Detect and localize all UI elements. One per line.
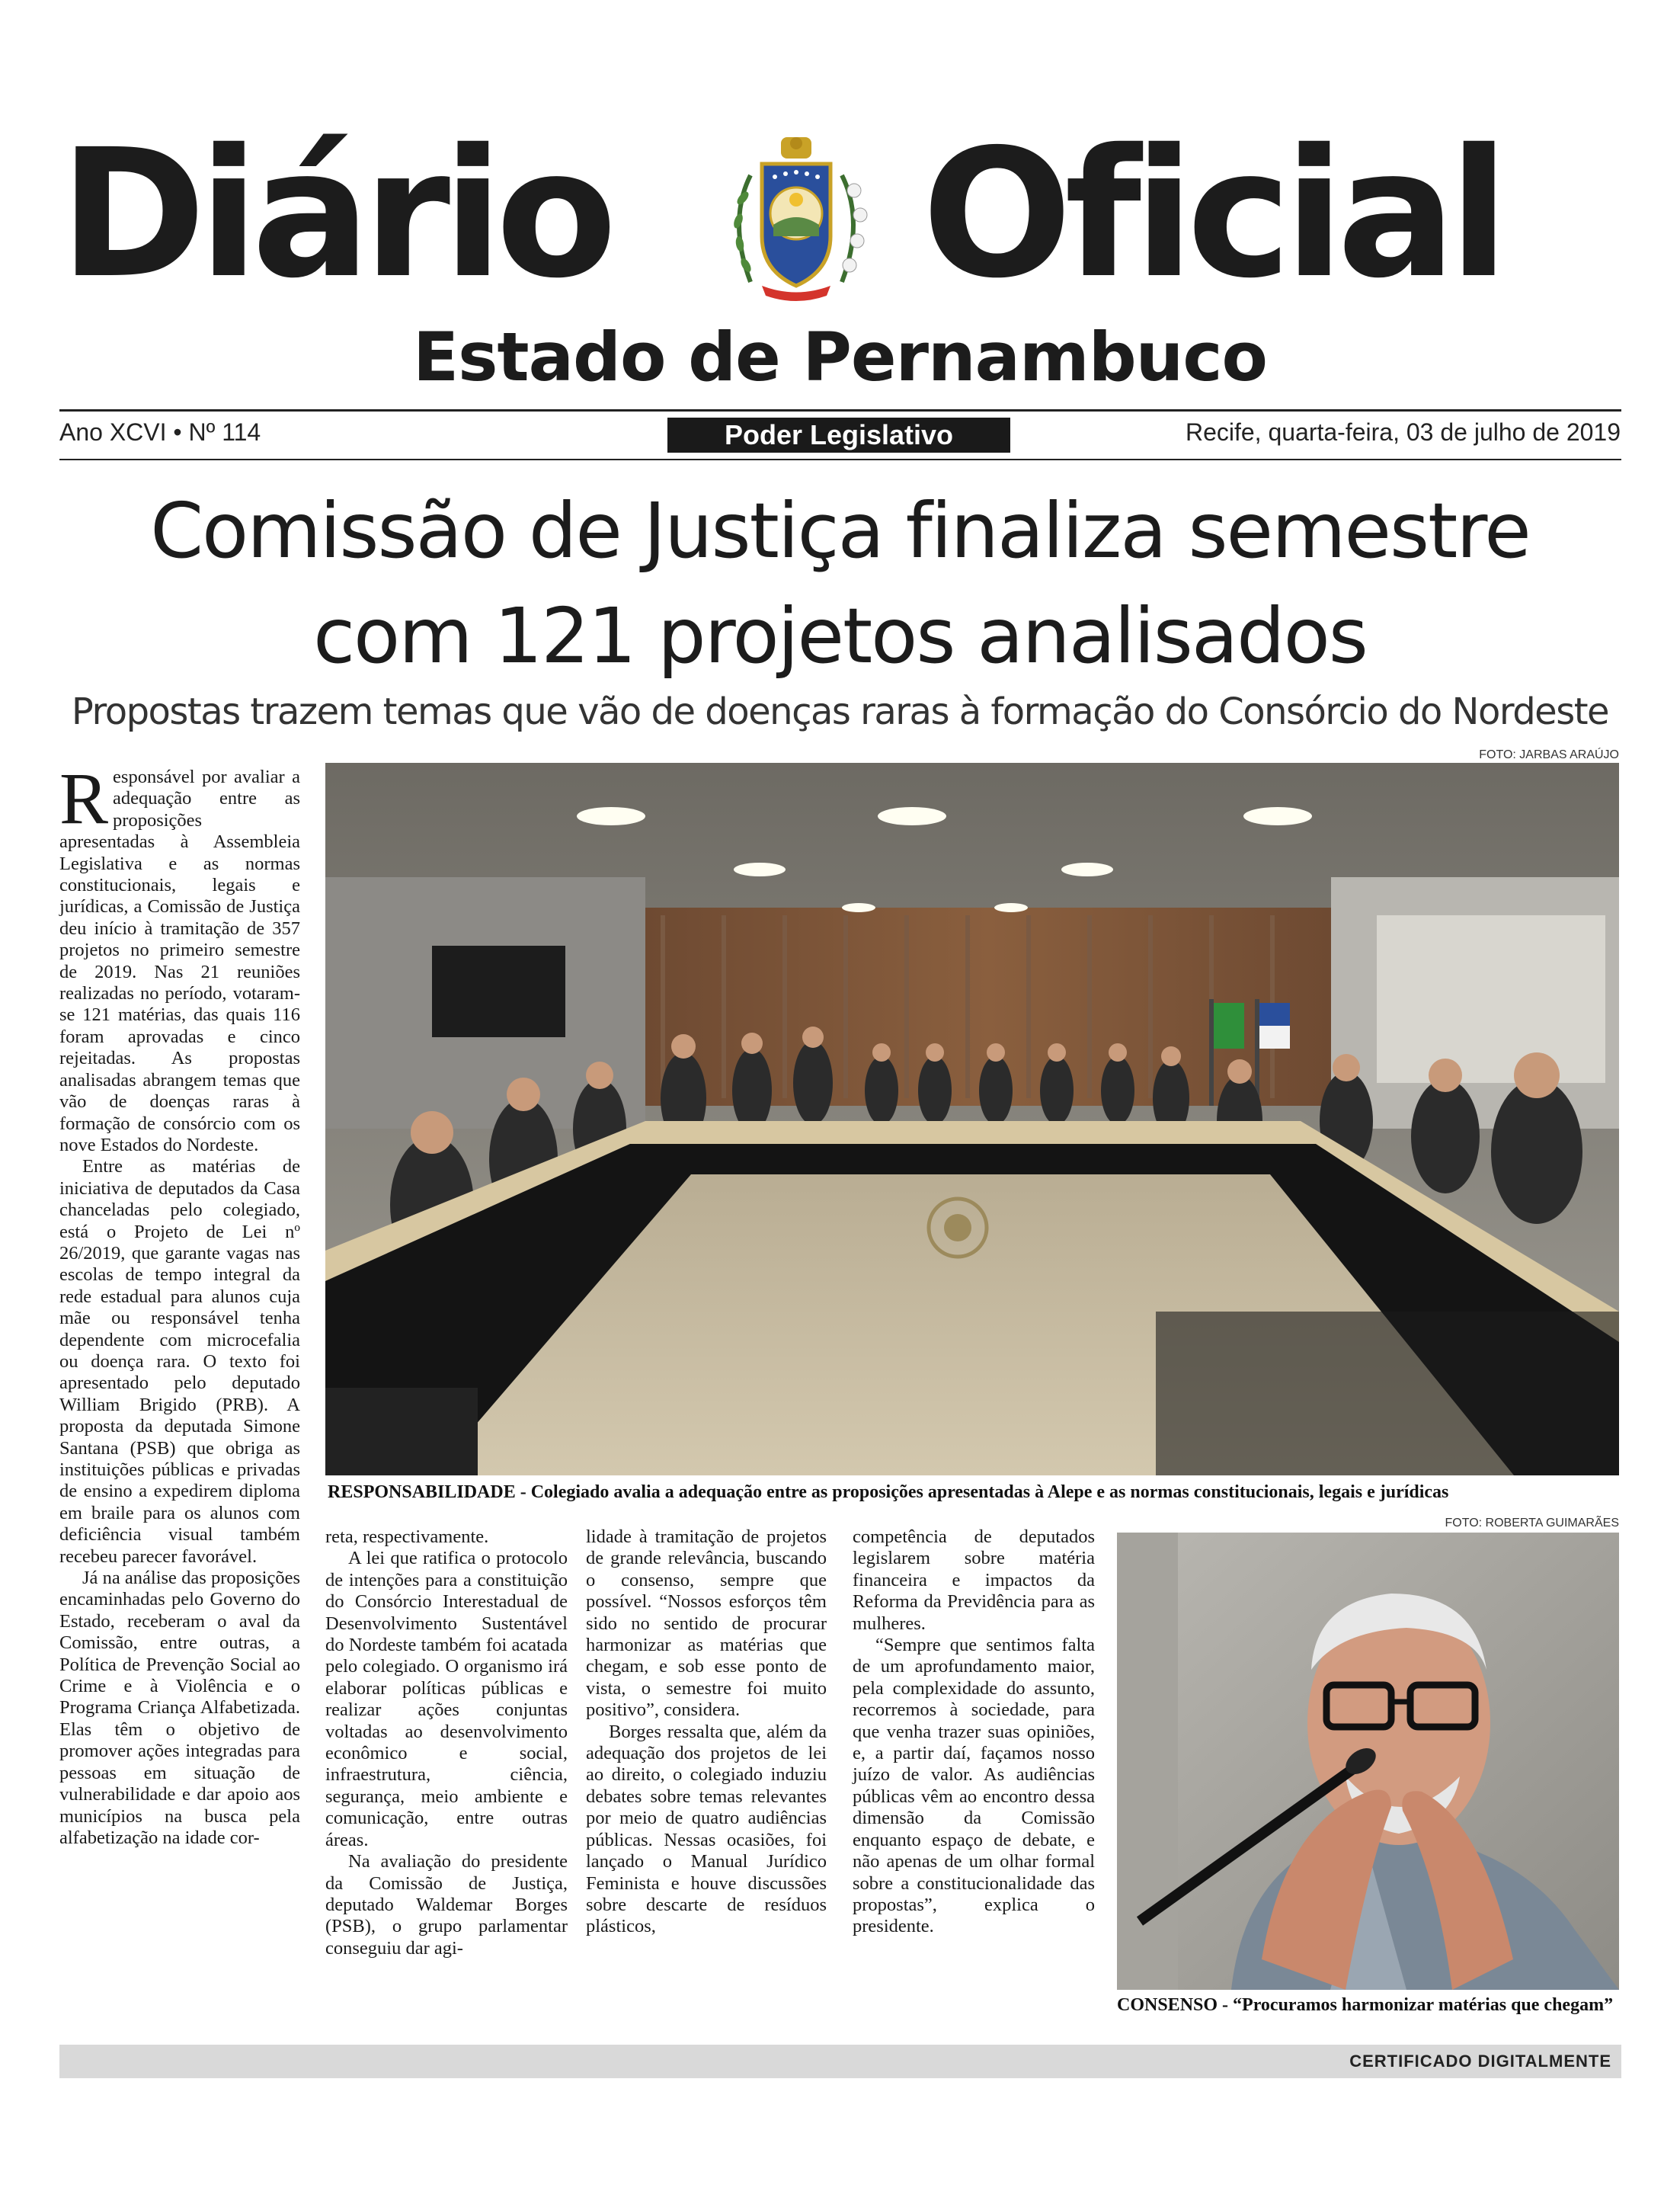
digital-certificate-label: CERTIFICADO DIGITALMENTE [1349, 2052, 1611, 2071]
lion-crest-icon [781, 137, 811, 159]
photo-credit-1: FOTO: JARBAS ARAÚJO [1479, 748, 1619, 761]
photo-caption-2 [1117, 1994, 1635, 2016]
photo-caption-1 [328, 1481, 1623, 1504]
edition-number: Ano XCVI • Nº 114 [59, 418, 261, 446]
article-paragraph: competência de deputados legislarem sobre matéria financeira e impactos da Reforma da Previdência para as mulheres. [853, 1526, 1095, 1634]
article-paragraph: Responsável por avaliar a adequação entre as proposições apresentadas à Assembleia Legislativa e as normas constitucionais, legais e jurídicas, a Comissão de Justiça deu início à tramitação de 357 projetos no primeiro semestre de 2019. Nas 21 reuniões realizadas no período, votaram-se 121 matérias, das quais 116 foram aprovadas e cinco rejeitadas. As propostas analisadas abrangem temas que vão de doenças raras à formação de consórcio com os nove Estados do Nordeste. [59, 758, 300, 1155]
article-column-3 [586, 1526, 827, 1938]
drop-cap: R [59, 758, 109, 839]
bottom-rule [59, 459, 1621, 460]
caption-label-1: RESPONSABILIDADE - [328, 1482, 531, 1502]
article-paragraph: “Sempre que sentimos falta de um aprofundamento maior, pela complexidade do assunto, recorremos à sociedade, para que venha trazer suas opiniões, e, a partir daí, façamos nosso juízo de valor. As audiências públicas vêm ao encontro dessa dimensão da Comissão enquanto espaço de debate, e não apenas de um olhar formal sobre a constitucionalidade das propostas”, explica o presidente. [853, 1635, 1095, 1937]
laurel-left-icon [732, 175, 753, 282]
article-paragraph: Já na análise das proposições encaminhadas pelo Governo do Estado, receberam o aval da Comissão, entre outras, a Política de Prevenção Social ao Crime e à Violência e o Programa Criança Alfabetizada. Elas têm o objetivo de promover ações integradas para pessoas em situação de vulnerabilidade e dar apoio aos municípios na busca pela alfabetização na idade cor- [59, 1568, 300, 1848]
portrait-photo [1117, 1533, 1619, 1990]
dateline: Recife, quarta-feira, 03 de julho de 2019 [1185, 418, 1621, 446]
masthead-word-oficial: Oficial [922, 111, 1502, 317]
cotton-branch-right-icon [842, 175, 867, 282]
article-paragraph: Borges ressalta que, além da adequação dos projetos de lei ao direito, o colegiado induziu debates sobre temas relevantes por meio de quatro audiências públicas. Nessas ocasiões, foi lançado o Manual Jurídico Feminista e houve discussões sobre descarte de resíduos plásticos, [586, 1721, 827, 1937]
article-paragraph: Entre as matérias de iniciativa de deputados da Casa chanceladas pelo colegiado, está o Projeto de Lei nº 26/2019, que garante vagas nas escolas de tempo integral da rede estadual para alunos cuja mãe ou responsável tenha dependente com microcefalia ou doença rara. O texto foi apresentado pelo deputado William Brigido (PRB). A proposta da deputada Simone Santana (PSB) que obriga as instituições públicas e privadas de ensino a expedirem diploma em braile para os alunos com deficiência visual também recebeu parecer favorável. [59, 1156, 300, 1567]
top-rule [59, 409, 1621, 412]
caption-label-2: CONSENSO - [1117, 1995, 1234, 2015]
masthead-word-diario: Diário [59, 111, 610, 317]
masthead-subtitle: Estado de Pernambuco [413, 318, 1267, 396]
article-paragraph: Na avaliação do presidente da Comissão de Justiça, deputado Waldemar Borges (PSB), o grupo parlamentar conseguiu dar agi- [325, 1851, 568, 1959]
photo-credit-2: FOTO: ROBERTA GUIMARÃES [1445, 1517, 1619, 1530]
caption-text-1: Colegiado avalia a adequação entre as proposições apresentadas à Alepe e as normas constitucionais, legais e jurídicas [530, 1482, 1449, 1502]
committee-meeting-photo [325, 763, 1619, 1475]
headline-line-1: Comissão de Justiça finaliza semestre [150, 486, 1530, 575]
article-paragraph: A lei que ratifica o protocolo de intenções para a constituição do Consórcio Interestadual de Desenvolvimento Sustentável do Nordeste também foi acatada pelo colegiado. O organismo irá elaborar políticas públicas e realizar ações conjuntas voltadas ao desenvolvimento econômico e social, infraestrutura, ciência, segurança, meio ambiente e comunicação, entre outras áreas. [325, 1548, 568, 1850]
article-column-2 [325, 1526, 568, 1959]
section-label: Poder Legislativo [667, 418, 1010, 453]
article-column-4 [853, 1526, 1095, 1938]
deck: Propostas trazem temas que vão de doenças raras à formação do Consórcio do Nordeste [71, 690, 1609, 733]
article-paragraph: reta, respectivamente. [325, 1526, 489, 1547]
headline-line-2: com 121 projetos analisados [313, 591, 1367, 681]
article-paragraph: lidade à tramitação de projetos de grande relevância, buscando o consenso, sempre que possível. “Nossos esforços têm sido no sentido de procurar harmonizar as matérias que chegam, e sob esse ponto de vista, o semestre foi muito positivo”, considera. [586, 1526, 827, 1721]
coat-of-arms-icon [720, 130, 872, 305]
headline [46, 479, 1634, 689]
caption-text-2: “Procuramos harmonizar matérias que chegam” [1233, 1995, 1614, 2015]
article-column-1 [59, 758, 300, 1849]
